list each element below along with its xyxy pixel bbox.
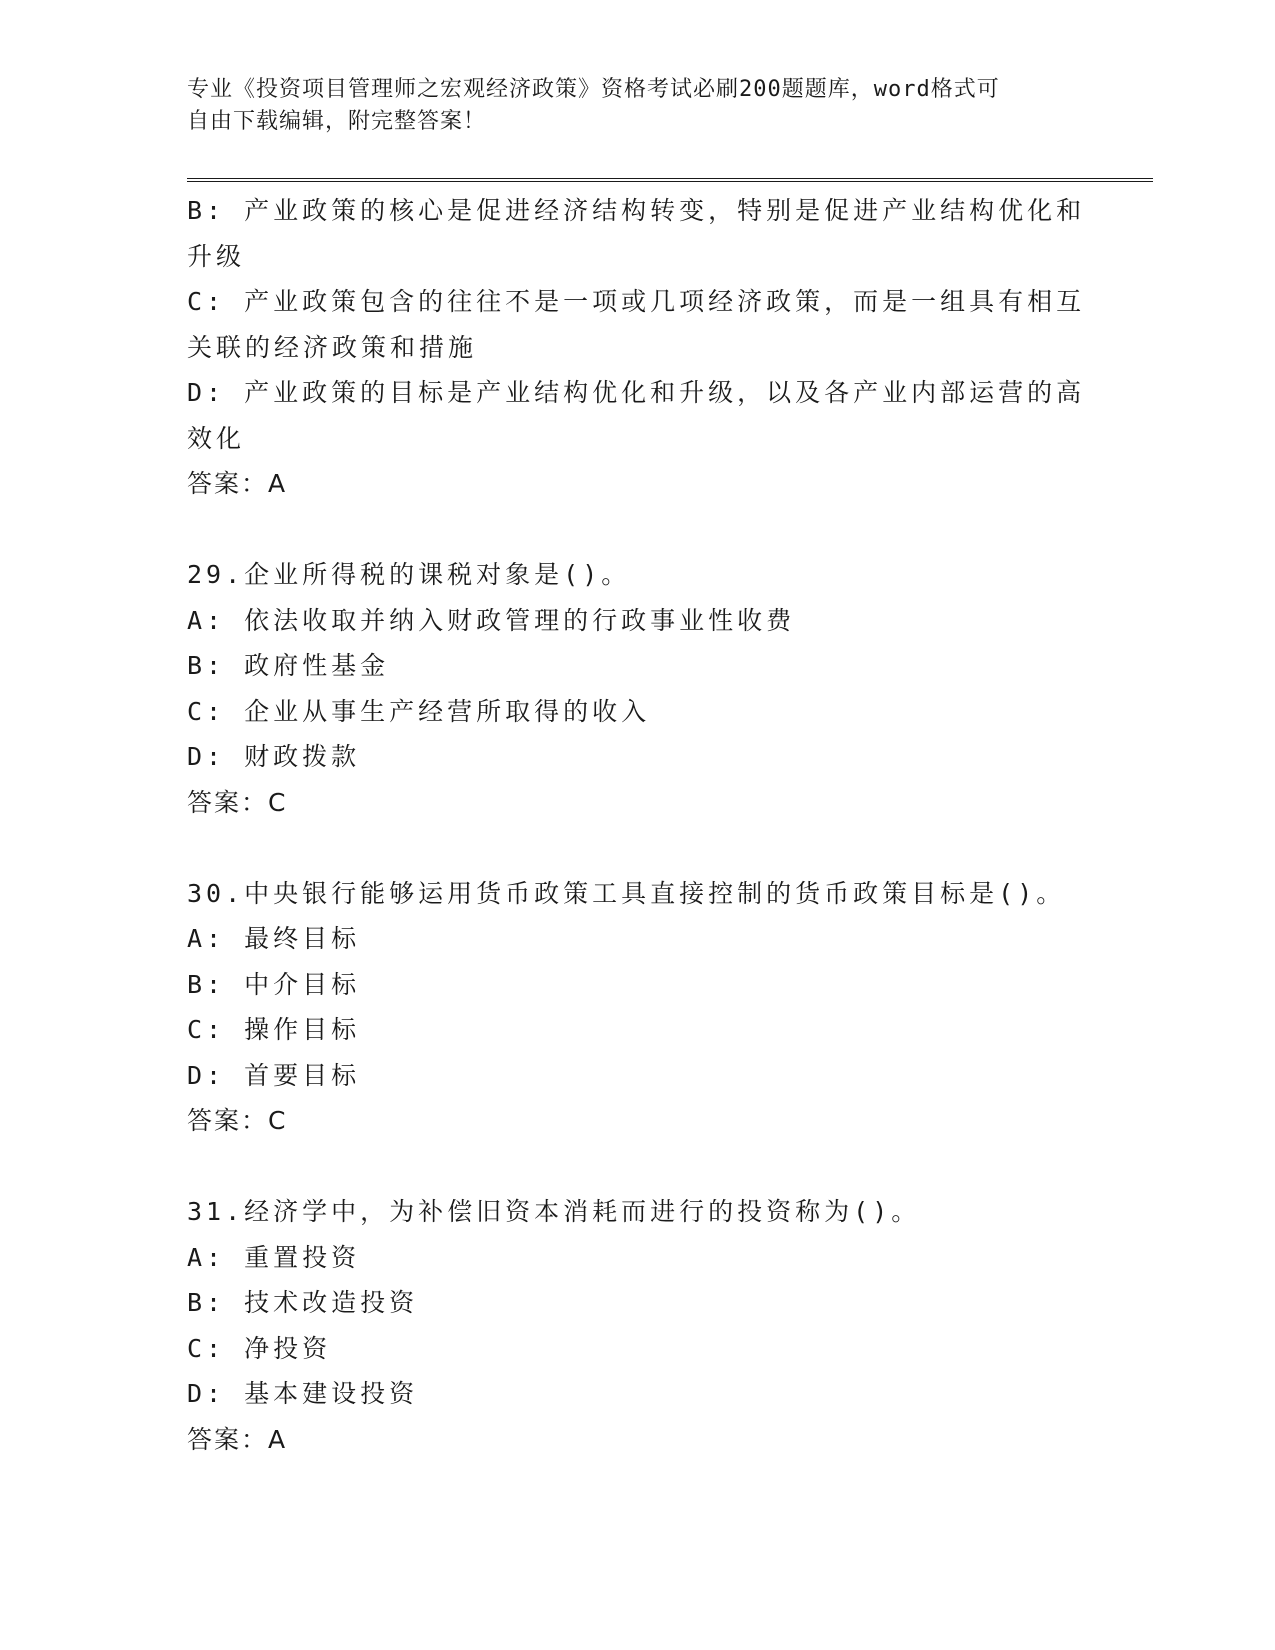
option-c: C: 净投资 — [187, 1333, 332, 1363]
option-d-line-2: 效化 — [187, 423, 246, 453]
header-line-1: 专业《投资项目管理师之宏观经济政策》资格考试必刷200题题库，word格式可 — [187, 77, 1000, 102]
option-c-line-1: C: 产业政策包含的往往不是一项或几项经济政策，而是一组具有相互 — [187, 287, 1086, 316]
option-c: C: 企业从事生产经营所取得的收入 — [187, 696, 651, 726]
question-30 — [187, 871, 1067, 1144]
option-d: D: 首要目标 — [187, 1060, 361, 1090]
answer-line: 答案：C — [187, 1106, 288, 1135]
option-b: B: 技术改造投资 — [187, 1288, 419, 1317]
option-c: C: 操作目标 — [187, 1015, 361, 1044]
question-stem: 30.中央银行能够运用货币政策工具直接控制的货币政策目标是()。 — [187, 878, 1066, 908]
document-header — [187, 74, 1067, 138]
spacer — [187, 507, 1067, 553]
option-b: B: 政府性基金 — [187, 651, 390, 680]
answer-line: 答案：C — [187, 787, 288, 817]
question-28-partial — [187, 188, 1086, 507]
option-a: A: 重置投资 — [187, 1242, 361, 1272]
option-b-line-1: B: 产业政策的核心是促进经济结构转变，特别是促进产业结构优化和 — [187, 196, 1086, 225]
option-b-line-2: 升级 — [187, 241, 246, 271]
question-stem: 29.企业所得税的课税对象是()。 — [187, 560, 631, 589]
option-c-line-2: 关联的经济政策和措施 — [187, 332, 478, 362]
question-29 — [187, 552, 1067, 825]
header-line-2: 自由下载编辑，附完整答案！ — [187, 109, 487, 134]
option-a: A: 最终目标 — [187, 924, 361, 953]
option-d-line-1: D: 产业政策的目标是产业结构优化和升级，以及各产业内部运营的高 — [187, 378, 1086, 407]
answer-line: 答案：A — [187, 1424, 288, 1454]
question-stem: 31.经济学中，为补偿旧资本消耗而进行的投资称为()。 — [187, 1197, 921, 1226]
header-divider — [187, 178, 1153, 182]
option-a: A: 依法收取并纳入财政管理的行政事业性收费 — [187, 605, 796, 635]
question-31 — [187, 1189, 1067, 1462]
spacer — [187, 825, 1067, 871]
answer-line: 答案：A — [187, 469, 288, 498]
spacer — [187, 1144, 1067, 1190]
option-d: D: 基本建设投资 — [187, 1379, 419, 1408]
option-d: D: 财政拨款 — [187, 742, 361, 771]
option-b: B: 中介目标 — [187, 969, 361, 999]
question-list — [187, 188, 1086, 1462]
